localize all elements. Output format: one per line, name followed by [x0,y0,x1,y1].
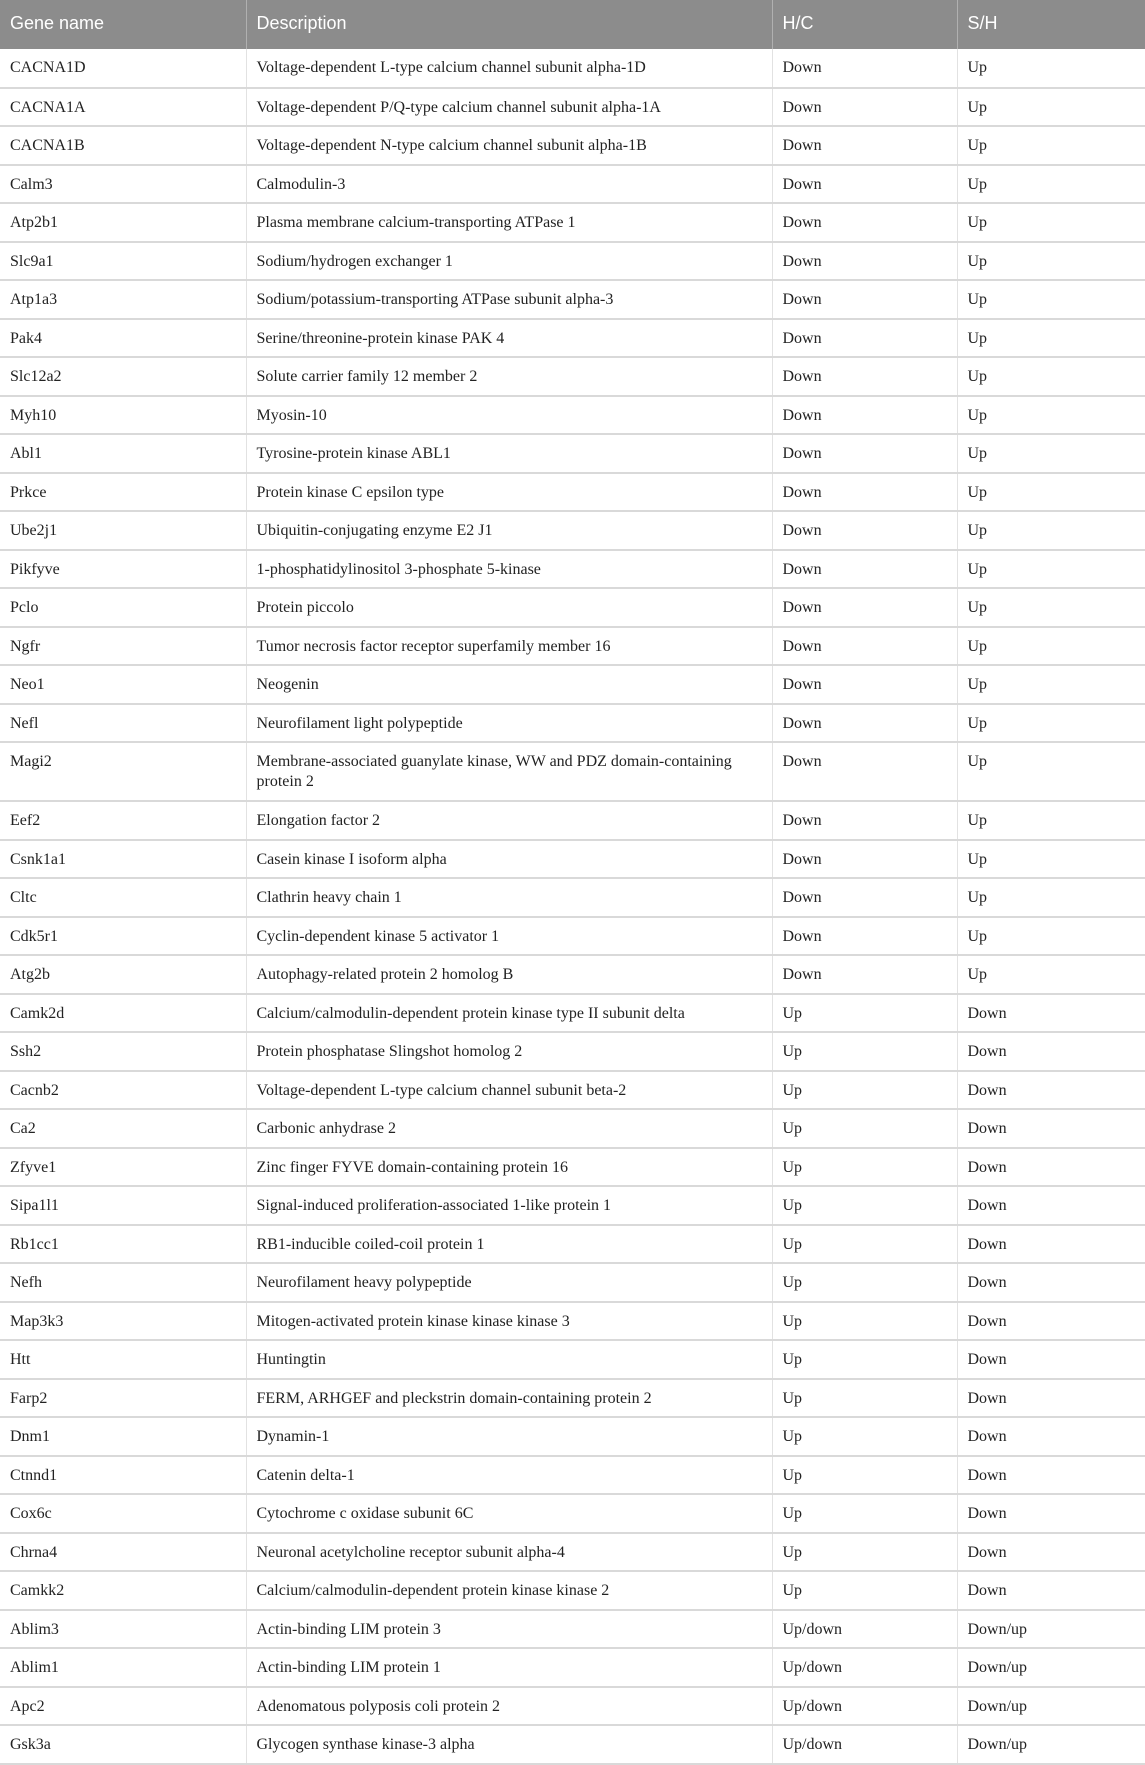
s-h-cell: Up [957,840,1145,879]
description-cell: Dynamin-1 [246,1417,772,1456]
description-cell: Mitogen-activated protein kinase kinase kinase 3 [246,1302,772,1341]
gene-name-cell: Nefl [0,704,246,743]
description-cell: Tyrosine-protein kinase ABL1 [246,434,772,473]
description-cell: Cytochrome c oxidase subunit 6C [246,1494,772,1533]
description-cell: Catenin delta-1 [246,1456,772,1495]
h-c-cell: Down [772,742,957,801]
gene-name-cell: CACNA1A [0,88,246,127]
gene-name-cell: Magi2 [0,742,246,801]
gene-name-cell: Slc12a2 [0,357,246,396]
s-h-cell: Down [957,1456,1145,1495]
s-h-cell: Down/up [957,1648,1145,1687]
table-row [0,1494,1145,1533]
s-h-cell: Down [957,1225,1145,1264]
table-row [0,665,1145,704]
description-cell: Sodium/hydrogen exchanger 1 [246,242,772,281]
h-c-cell: Down [772,878,957,917]
description-cell: Membrane-associated guanylate kinase, WW and PDZ domain-containing protein 2 [246,742,772,801]
h-c-cell: Up [772,1302,957,1341]
s-h-cell: Up [957,511,1145,550]
gene-name-cell: Pikfyve [0,550,246,589]
gene-name-cell: Rb1cc1 [0,1225,246,1264]
description-cell: Protein kinase C epsilon type [246,473,772,512]
description-cell: Clathrin heavy chain 1 [246,878,772,917]
gene-name-cell: Atg2b [0,955,246,994]
s-h-cell: Down [957,1071,1145,1110]
table-row [0,550,1145,589]
gene-name-cell: Gsk3a [0,1725,246,1764]
table-row [0,1533,1145,1572]
table-row [0,319,1145,358]
table-row [0,627,1145,666]
h-c-cell: Down [772,357,957,396]
h-c-cell: Up [772,1109,957,1148]
s-h-cell: Up [957,203,1145,242]
h-c-cell: Down [772,88,957,127]
s-h-cell: Down [957,1379,1145,1418]
s-h-cell: Up [957,319,1145,358]
gene-name-cell: Ca2 [0,1109,246,1148]
table-row [0,1340,1145,1379]
table-row [0,1302,1145,1341]
h-c-cell: Down [772,840,957,879]
h-c-cell: Down [772,126,957,165]
description-cell: Calcium/calmodulin-dependent protein kinase type II subunit delta [246,994,772,1033]
gene-name-cell: Csnk1a1 [0,840,246,879]
table-row [0,742,1145,801]
description-cell: Casein kinase I isoform alpha [246,840,772,879]
s-h-cell: Down [957,1032,1145,1071]
description-cell: Protein phosphatase Slingshot homolog 2 [246,1032,772,1071]
description-cell: Solute carrier family 12 member 2 [246,357,772,396]
description-cell: RB1-inducible coiled-coil protein 1 [246,1225,772,1264]
s-h-cell: Up [957,665,1145,704]
description-cell: Elongation factor 2 [246,801,772,840]
description-cell: Voltage-dependent L-type calcium channel subunit beta-2 [246,1071,772,1110]
column-header-h-c: H/C [772,0,957,49]
h-c-cell: Up [772,1533,957,1572]
h-c-cell: Up [772,1263,957,1302]
column-header-gene-name: Gene name [0,0,246,49]
table-row [0,1610,1145,1649]
h-c-cell: Down [772,588,957,627]
h-c-cell: Down [772,704,957,743]
table-row [0,280,1145,319]
s-h-cell: Down/up [957,1725,1145,1764]
h-c-cell: Up [772,1379,957,1418]
s-h-cell: Up [957,396,1145,435]
s-h-cell: Down [957,1417,1145,1456]
table-row [0,511,1145,550]
s-h-cell: Up [957,588,1145,627]
gene-name-cell: Ablim1 [0,1648,246,1687]
s-h-cell: Up [957,878,1145,917]
gene-name-cell: Zfyve1 [0,1148,246,1187]
gene-name-cell: Cltc [0,878,246,917]
h-c-cell: Up/down [772,1648,957,1687]
gene-name-cell: Slc9a1 [0,242,246,281]
table-row [0,1571,1145,1610]
description-cell: Actin-binding LIM protein 1 [246,1648,772,1687]
s-h-cell: Up [957,88,1145,127]
h-c-cell: Down [772,665,957,704]
h-c-cell: Up [772,1225,957,1264]
table-row [0,801,1145,840]
description-cell: Voltage-dependent L-type calcium channel subunit alpha-1D [246,49,772,88]
h-c-cell: Down [772,49,957,88]
description-cell: Carbonic anhydrase 2 [246,1109,772,1148]
description-cell: Neogenin [246,665,772,704]
h-c-cell: Down [772,434,957,473]
s-h-cell: Up [957,917,1145,956]
gene-name-cell: CACNA1B [0,126,246,165]
s-h-cell: Up [957,955,1145,994]
table-row [0,49,1145,88]
s-h-cell: Up [957,280,1145,319]
gene-name-cell: Myh10 [0,396,246,435]
table-row [0,917,1145,956]
s-h-cell: Up [957,242,1145,281]
h-c-cell: Up/down [772,1610,957,1649]
gene-name-cell: Dnm1 [0,1417,246,1456]
h-c-cell: Down [772,511,957,550]
description-cell: FERM, ARHGEF and pleckstrin domain-containing protein 2 [246,1379,772,1418]
description-cell: Neuronal acetylcholine receptor subunit alpha-4 [246,1533,772,1572]
description-cell: Zinc finger FYVE domain-containing protein 16 [246,1148,772,1187]
s-h-cell: Down/up [957,1687,1145,1726]
gene-name-cell: Cox6c [0,1494,246,1533]
table-row [0,704,1145,743]
h-c-cell: Down [772,165,957,204]
gene-name-cell: Ssh2 [0,1032,246,1071]
gene-name-cell: Ngfr [0,627,246,666]
table-row [0,1186,1145,1225]
h-c-cell: Up [772,1032,957,1071]
h-c-cell: Up [772,1571,957,1610]
h-c-cell: Down [772,280,957,319]
gene-name-cell: Camkk2 [0,1571,246,1610]
table-row [0,434,1145,473]
gene-name-cell: Ablim3 [0,1610,246,1649]
s-h-cell: Down [957,1302,1145,1341]
gene-name-cell: Map3k3 [0,1302,246,1341]
s-h-cell: Down [957,1148,1145,1187]
s-h-cell: Down/up [957,1610,1145,1649]
table-row [0,1263,1145,1302]
gene-name-cell: Pclo [0,588,246,627]
table-row [0,473,1145,512]
description-cell: Ubiquitin-conjugating enzyme E2 J1 [246,511,772,550]
description-cell: Actin-binding LIM protein 3 [246,1610,772,1649]
column-header-s-h: S/H [957,0,1145,49]
description-cell: Myosin-10 [246,396,772,435]
h-c-cell: Up/down [772,1687,957,1726]
s-h-cell: Down [957,1186,1145,1225]
description-cell: Voltage-dependent N-type calcium channel subunit alpha-1B [246,126,772,165]
table-row [0,203,1145,242]
gene-name-cell: Calm3 [0,165,246,204]
gene-name-cell: Nefh [0,1263,246,1302]
gene-name-cell: Cdk5r1 [0,917,246,956]
description-cell: Plasma membrane calcium-transporting ATPase 1 [246,203,772,242]
s-h-cell: Up [957,627,1145,666]
h-c-cell: Down [772,319,957,358]
table-row [0,357,1145,396]
gene-name-cell: Prkce [0,473,246,512]
table-row [0,588,1145,627]
h-c-cell: Up [772,1148,957,1187]
h-c-cell: Down [772,801,957,840]
description-cell: Adenomatous polyposis coli protein 2 [246,1687,772,1726]
table-body [0,49,1145,1764]
gene-name-cell: Atp2b1 [0,203,246,242]
table-row [0,126,1145,165]
s-h-cell: Down [957,994,1145,1033]
s-h-cell: Down [957,1571,1145,1610]
h-c-cell: Up/down [772,1725,957,1764]
description-cell: Protein piccolo [246,588,772,627]
description-cell: Sodium/potassium-transporting ATPase subunit alpha-3 [246,280,772,319]
h-c-cell: Down [772,473,957,512]
s-h-cell: Up [957,550,1145,589]
header-row [0,0,1145,49]
table-row [0,1032,1145,1071]
h-c-cell: Down [772,955,957,994]
gene-name-cell: Farp2 [0,1379,246,1418]
s-h-cell: Up [957,357,1145,396]
h-c-cell: Up [772,994,957,1033]
table-row [0,396,1145,435]
table-row [0,242,1145,281]
s-h-cell: Up [957,434,1145,473]
s-h-cell: Down [957,1109,1145,1148]
h-c-cell: Up [772,1071,957,1110]
gene-name-cell: Htt [0,1340,246,1379]
description-cell: 1-phosphatidylinositol 3-phosphate 5-kinase [246,550,772,589]
s-h-cell: Up [957,473,1145,512]
h-c-cell: Down [772,242,957,281]
table-row [0,994,1145,1033]
gene-name-cell: Ube2j1 [0,511,246,550]
h-c-cell: Up [772,1186,957,1225]
description-cell: Autophagy-related protein 2 homolog B [246,955,772,994]
s-h-cell: Up [957,742,1145,801]
table-row [0,1648,1145,1687]
table-row [0,840,1145,879]
gene-name-cell: Pak4 [0,319,246,358]
description-cell: Calcium/calmodulin-dependent protein kinase kinase 2 [246,1571,772,1610]
table-row [0,1379,1145,1418]
description-cell: Tumor necrosis factor receptor superfamily member 16 [246,627,772,666]
h-c-cell: Down [772,917,957,956]
s-h-cell: Up [957,126,1145,165]
gene-name-cell: Cacnb2 [0,1071,246,1110]
s-h-cell: Down [957,1533,1145,1572]
s-h-cell: Down [957,1494,1145,1533]
table-row [0,1417,1145,1456]
description-cell: Serine/threonine-protein kinase PAK 4 [246,319,772,358]
gene-name-cell: Apc2 [0,1687,246,1726]
column-header-description: Description [246,0,772,49]
description-cell: Glycogen synthase kinase-3 alpha [246,1725,772,1764]
table-row [0,88,1145,127]
h-c-cell: Down [772,396,957,435]
h-c-cell: Down [772,627,957,666]
table-row [0,1071,1145,1110]
gene-name-cell: Neo1 [0,665,246,704]
table-row [0,1687,1145,1726]
gene-name-cell: Abl1 [0,434,246,473]
table-row [0,1225,1145,1264]
gene-name-cell: CACNA1D [0,49,246,88]
table-row [0,878,1145,917]
h-c-cell: Up [772,1456,957,1495]
table-row [0,1456,1145,1495]
s-h-cell: Up [957,704,1145,743]
description-cell: Neurofilament heavy polypeptide [246,1263,772,1302]
gene-name-cell: Chrna4 [0,1533,246,1572]
table-header [0,0,1145,49]
table-row [0,1109,1145,1148]
s-h-cell: Up [957,49,1145,88]
description-cell: Signal-induced proliferation-associated 1-like protein 1 [246,1186,772,1225]
h-c-cell: Down [772,550,957,589]
description-cell: Neurofilament light polypeptide [246,704,772,743]
description-cell: Calmodulin-3 [246,165,772,204]
gene-name-cell: Sipa1l1 [0,1186,246,1225]
s-h-cell: Down [957,1340,1145,1379]
h-c-cell: Down [772,203,957,242]
h-c-cell: Up [772,1494,957,1533]
gene-name-cell: Atp1a3 [0,280,246,319]
gene-name-cell: Eef2 [0,801,246,840]
h-c-cell: Up [772,1340,957,1379]
s-h-cell: Down [957,1263,1145,1302]
table-row [0,1725,1145,1764]
description-cell: Cyclin-dependent kinase 5 activator 1 [246,917,772,956]
s-h-cell: Up [957,165,1145,204]
s-h-cell: Up [957,801,1145,840]
h-c-cell: Up [772,1417,957,1456]
table-row [0,955,1145,994]
description-cell: Voltage-dependent P/Q-type calcium channel subunit alpha-1A [246,88,772,127]
table-row [0,165,1145,204]
gene-name-cell: Camk2d [0,994,246,1033]
table-row [0,1148,1145,1187]
gene-name-cell: Ctnnd1 [0,1456,246,1495]
description-cell: Huntingtin [246,1340,772,1379]
